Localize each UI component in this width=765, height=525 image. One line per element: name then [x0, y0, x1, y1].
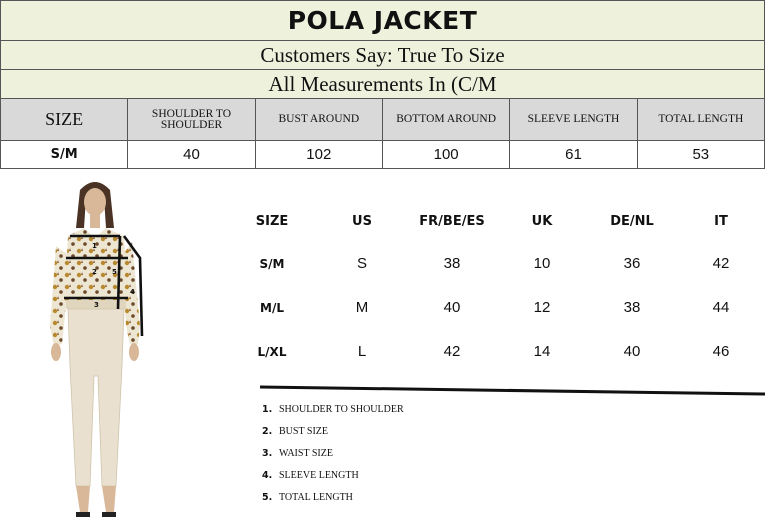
section-divider	[260, 382, 765, 396]
measurements-cell: 102	[255, 141, 382, 169]
conversion-cell: L/XL	[257, 345, 287, 359]
conversion-cell: S	[356, 255, 368, 272]
conversion-cell: 44	[712, 299, 730, 316]
table-row	[240, 252, 765, 276]
conversion-cell: 40	[623, 343, 641, 360]
conversion-cell: 42	[712, 255, 730, 272]
conversion-header-cell: IT	[714, 214, 728, 229]
units-banner	[0, 69, 765, 99]
legend-text: SHOULDER TO SHOULDER	[279, 404, 404, 415]
table-row	[240, 296, 765, 320]
right-hand	[129, 343, 139, 361]
legend-number: 5.	[262, 492, 273, 503]
conversion-cell: 12	[533, 299, 551, 316]
page-title	[0, 0, 765, 41]
conversion-cell: 10	[533, 255, 551, 272]
measurements-header-cell: SLEEVE LENGTH	[510, 99, 637, 141]
marker-2: 2	[92, 268, 97, 276]
fit-note: Customers Say: True To Size	[260, 42, 505, 67]
conversion-header-cell: UK	[531, 214, 553, 229]
measurements-cell: 61	[510, 141, 637, 169]
conversion-cell: 36	[623, 255, 641, 272]
conversion-cell: M/L	[260, 301, 284, 315]
left-hand	[51, 343, 61, 361]
conversion-header-cell: DE/NL	[610, 214, 654, 229]
table-row	[1, 141, 765, 169]
measurements-cell: 53	[637, 141, 764, 169]
list-item	[262, 466, 359, 482]
legend-text: BUST SIZE	[279, 426, 328, 437]
product-title: POLA JACKET	[287, 6, 478, 35]
conversion-header-row	[240, 210, 765, 234]
neck	[90, 214, 100, 228]
measurements-cell: S/M	[1, 141, 128, 169]
measurements-header-cell: BUST AROUND	[255, 99, 382, 141]
conversion-cell: 38	[623, 299, 641, 316]
measurements-header-cell: BOTTOM AROUND	[382, 99, 509, 141]
measurements-header-cell: SIZE	[1, 99, 128, 141]
model-measurement-figure	[40, 176, 150, 521]
conversion-cell: L	[357, 343, 367, 360]
measurements-header-cell: TOTAL LENGTH	[637, 99, 764, 141]
marker-5: 5	[112, 268, 117, 276]
units-note: All Measurements In (C/M	[268, 71, 497, 96]
legend-text: SLEEVE LENGTH	[279, 470, 359, 481]
legend-number: 3.	[262, 448, 273, 459]
marker-4: 4	[130, 288, 135, 296]
legend-number: 2.	[262, 426, 273, 437]
conversion-cell: 40	[443, 299, 461, 316]
right-shoe	[102, 486, 116, 512]
list-item	[262, 422, 328, 438]
conversion-cell: 42	[443, 343, 461, 360]
conversion-cell: M	[355, 299, 369, 316]
list-item	[262, 400, 404, 416]
legend-number: 1.	[262, 404, 273, 415]
left-sole	[76, 512, 90, 517]
conversion-cell: S/M	[259, 257, 285, 271]
conversion-cell: 14	[533, 343, 551, 360]
measurements-cell: 40	[128, 141, 255, 169]
fit-note-banner	[0, 40, 765, 70]
conversion-header-cell: FR/BE/ES	[419, 214, 485, 229]
legend-number: 4.	[262, 470, 273, 481]
list-item	[262, 488, 353, 504]
pants	[68, 309, 124, 486]
left-shoe	[76, 486, 90, 512]
measurements-header-cell: SHOULDER TO SHOULDER	[128, 99, 255, 141]
legend-text: TOTAL LENGTH	[279, 492, 353, 503]
head	[84, 188, 106, 216]
measurements-header-row	[1, 99, 765, 141]
measurements-table	[0, 98, 765, 169]
conversion-header-cell: SIZE	[255, 214, 289, 229]
marker-3: 3	[94, 301, 99, 309]
table-row	[240, 340, 765, 364]
marker-1: 1	[92, 242, 97, 250]
measurements-cell: 100	[382, 141, 509, 169]
conversion-cell: 46	[712, 343, 730, 360]
conversion-header-cell: US	[352, 214, 372, 229]
list-item	[262, 444, 333, 460]
legend-text: WAIST SIZE	[279, 448, 333, 459]
right-sole	[102, 512, 116, 517]
conversion-cell: 38	[443, 255, 461, 272]
